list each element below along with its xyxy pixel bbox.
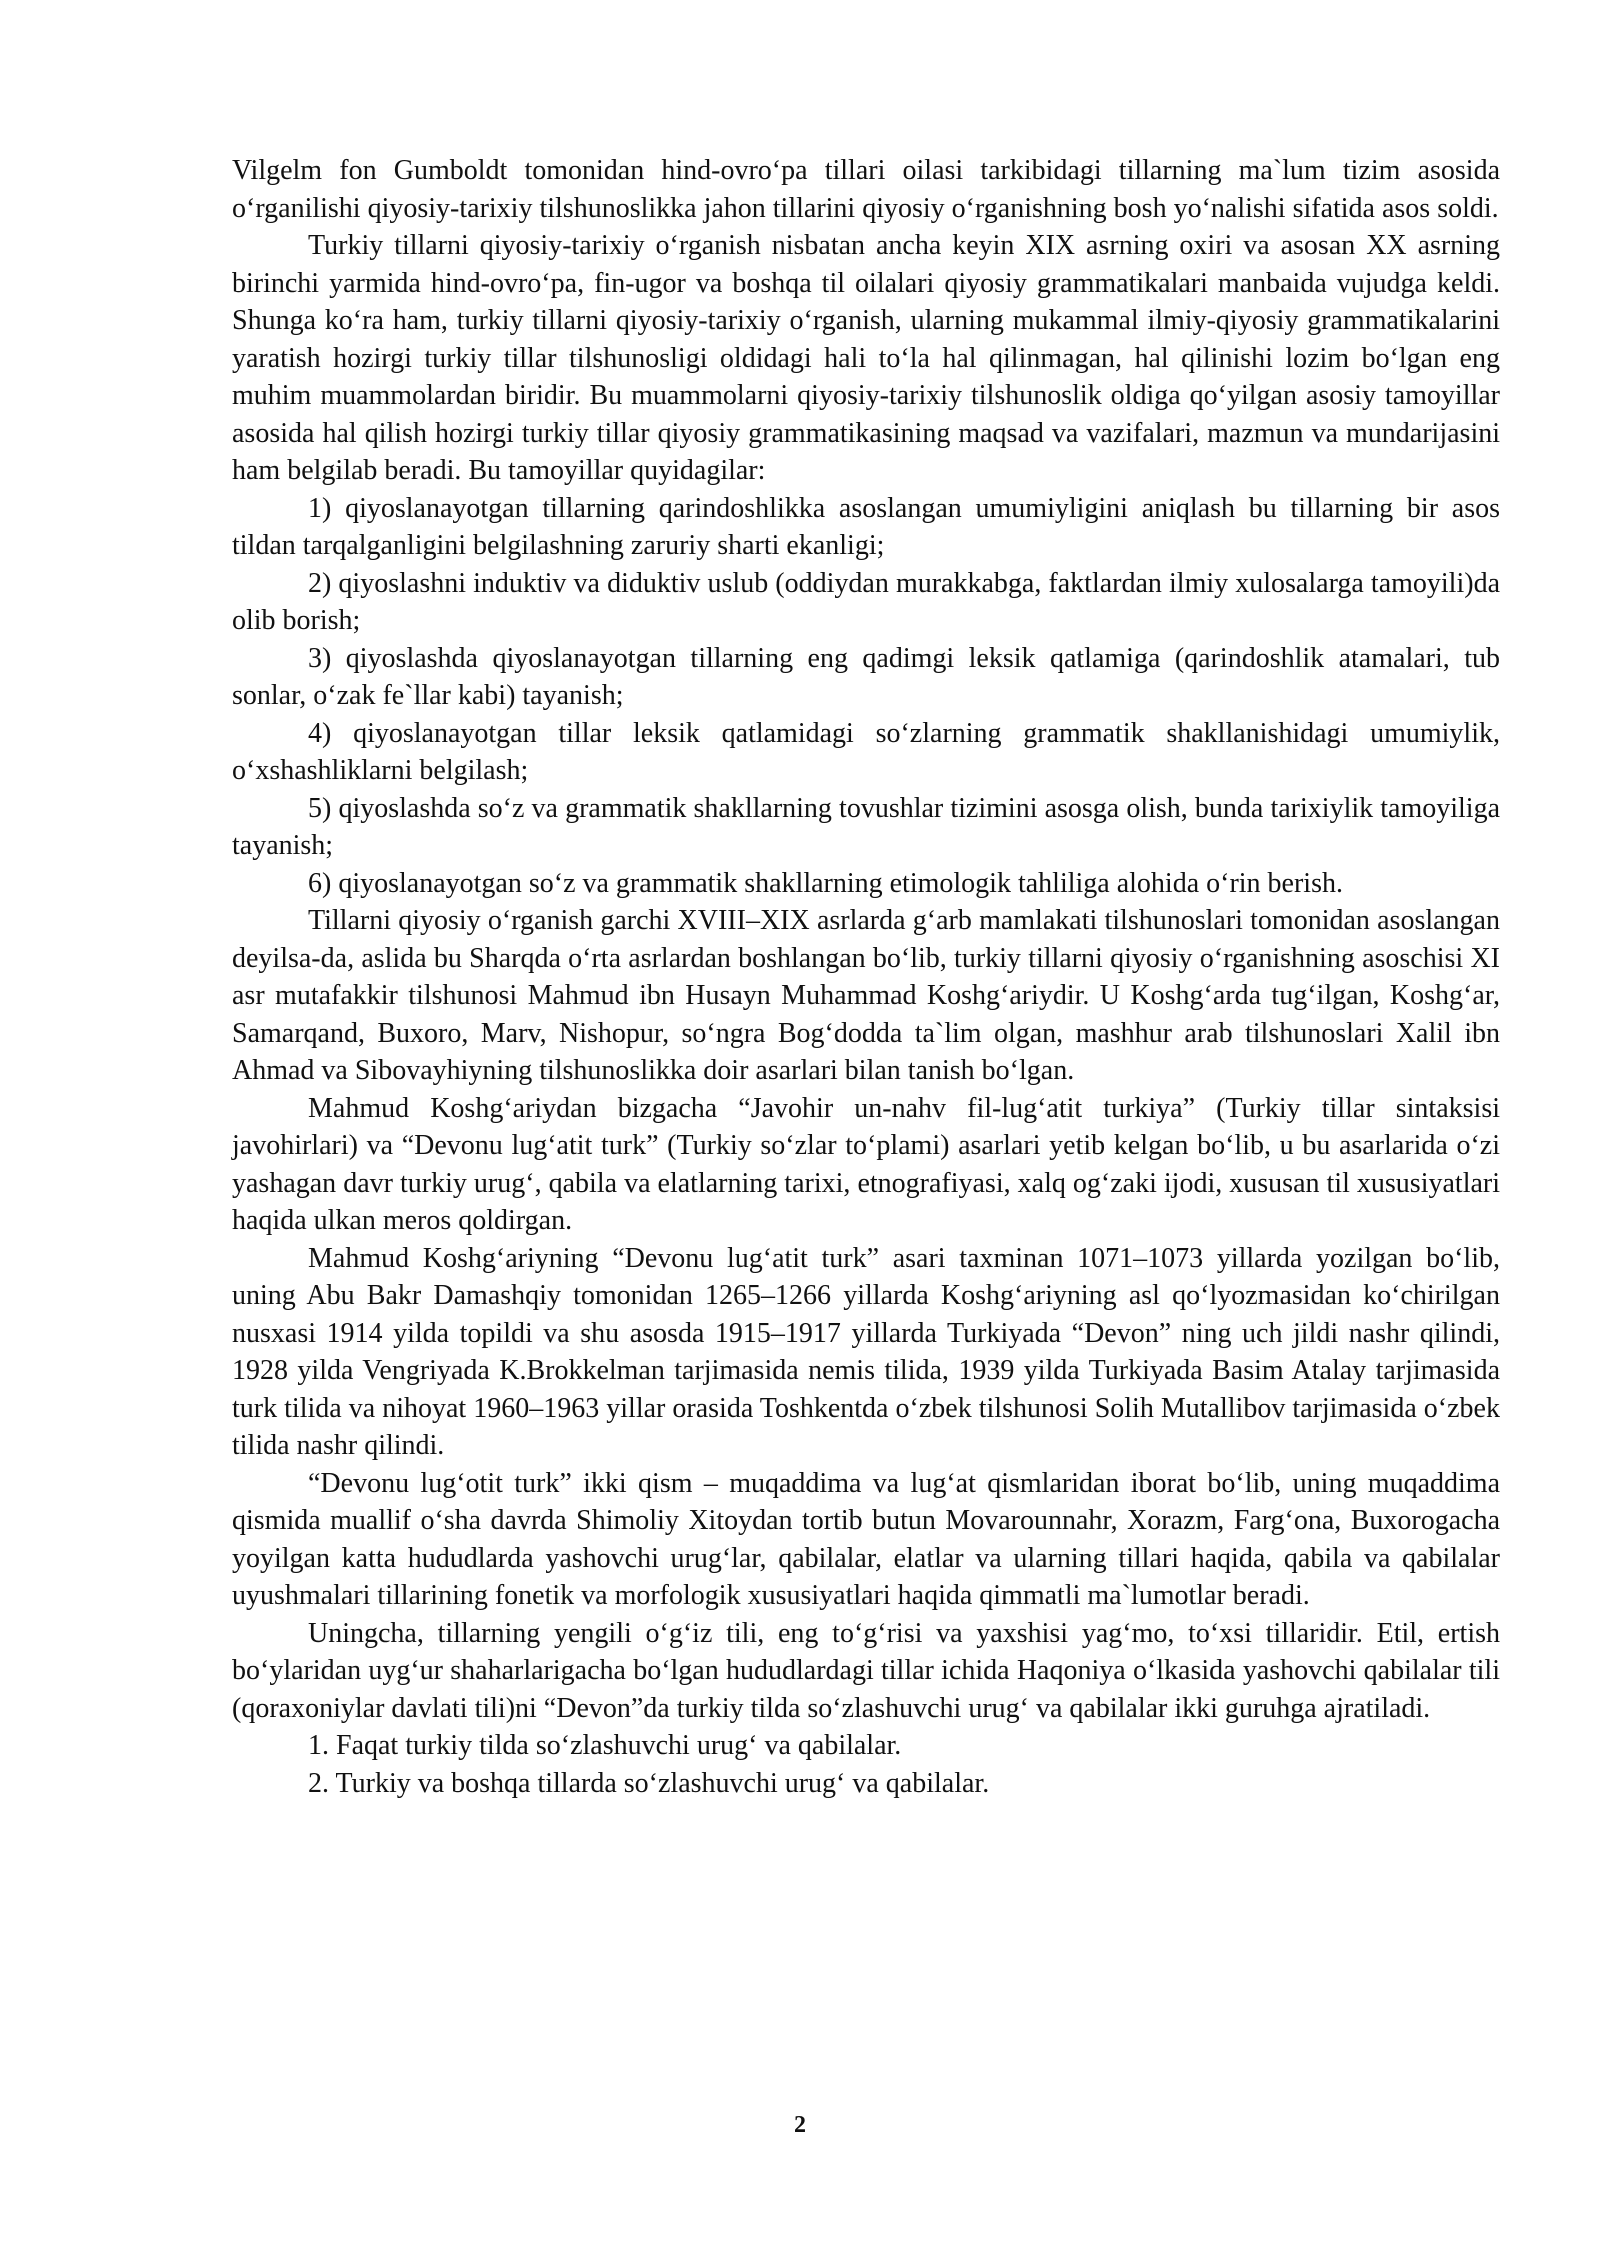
paragraph-7: Uningcha, tillarning yengili o‘g‘iz tili, eng to‘g‘risi va yaxshisi yag‘mo, to‘xsi tillaridir. Etil, ertish bo‘ylaridan uyg‘ur shaharlarigacha bo‘lgan hududlardagi tillar ichida Haqoniya o‘lkasida yashovchi qabilalar tili (qoraxoniylar davlati tili)ni “Devon”da turkiy tilda so‘zlashuvchi urug‘ va qabilalar ikki guruhga ajratiladi.: [232, 1617, 1500, 1724]
paragraph-1: Vilgelm fon Gumboldt tomonidan hind-ovro‘pa tillari oilasi tarkibidagi tillarning ma`lum tizim asosida o‘rganilishi qiyosiy-tarixiy tilshunoslikka jahon tillarini qiyosiy o‘rganishning bosh yo‘nalishi sifatida asos soldi.: [232, 155, 1500, 224]
list-item-1: 1) qiyoslanayotgan tillarning qarindoshlikka asoslangan umumiyligini aniqlash bu tillarning bir asos tildan tarqalganligini belgilashning zaruriy sharti ekanligi;: [232, 492, 1500, 561]
paragraph-6: “Devonu lug‘otit turk” ikki qism – muqaddima va lug‘at qismlaridan iborat bo‘lib, uning muqaddima qismida muallif o‘sha davrda Shimoliy Xitoydan tortib butun Movarounnahr, Xorazm, Farg‘ona, Buxorogacha yoyilgan katta hududlarda yashovchi urug‘lar, qabilalar, elatlar va ularning tillari haqida, qabila va qabilalar uyushmalari tillarining fonetik va morfologik xususiyatlari haqida qimmatli ma`lumotlar beradi.: [232, 1467, 1500, 1611]
list-item-5: 5) qiyoslashda so‘z va grammatik shakllarning tovushlar tizimini asosga olish, bunda tarixiylik tamoyiliga tayanish;: [232, 792, 1500, 861]
document-body: [232, 152, 1500, 1802]
numbered-item-2: 2. Turkiy va boshqa tillarda so‘zlashuvchi urug‘ va qabilalar.: [308, 1767, 990, 1799]
list-item-4: 4) qiyoslanayotgan tillar leksik qatlamidagi so‘zlarning grammatik shakllanishidagi umumiylik, o‘xshashliklarni belgilash;: [232, 717, 1500, 786]
page-number: 2: [794, 2112, 806, 2138]
paragraph-3: Tillarni qiyosiy o‘rganish garchi XVIII–XIX asrlarda g‘arb mamlakati tilshunoslari tomonidan asoslangan deyilsa-da, aslida bu Sharqda o‘rta asrlardan boshlangan bo‘lib, turkiy tillarni qiyosiy o‘rganishning asoschisi XI asr mutafakkir tilshunosi Mahmud ibn Husayn Muhammad Koshg‘ariydir. U Koshg‘arda tug‘ilgan, Koshg‘ar, Samarqand, Buxoro, Marv, Nishopur, so‘ngra Bog‘dodda ta`lim olgan, mashhur arab tilshunoslari Xalil ibn Ahmad va Sibovayhiyning tilshunoslikka doir asarlari bilan tanish bo‘lgan.: [232, 905, 1500, 1086]
paragraph-2: Turkiy tillarni qiyosiy-tarixiy o‘rganish nisbatan ancha keyin XIX asrning oxiri va asosan XX asrning birinchi yarmida hind-ovro‘pa, fin-ugor va boshqa til oilalari qiyosiy grammatikalari manbaida vujudga keldi. Shunga ko‘ra ham, turkiy tillarni qiyosiy-tarixiy o‘rganish, ularning mukammal ilmiy-qiyosiy grammatikalarini yaratish hozirgi turkiy tillar tilshunosligi oldidagi hali to‘la hal qilinmagan, hal qilinishi lozim bo‘lgan eng muhim muammolardan biridir. Bu muammolarni qiyosiy-tarixiy tilshunoslik oldiga qo‘yilgan asosiy tamoyillar asosida hal qilish hozirgi turkiy tillar qiyosiy grammatikasining maqsad va vazifalari, mazmun va mundarijasini ham belgilab beradi. Bu tamoyillar quyidagilar:: [232, 230, 1500, 486]
list-item-2: 2) qiyoslashni induktiv va diduktiv uslub (oddiydan murakkabga, faktlardan ilmiy xulosalarga tamoyili)da olib borish;: [232, 567, 1500, 636]
paragraph-5: Mahmud Koshg‘ariyning “Devonu lug‘atit turk” asari taxminan 1071–1073 yillarda yozilgan bo‘lib, uning Abu Bakr Damashqiy tomonidan 1265–1266 yillarda Koshg‘ariyning asl qo‘lyozmasidan ko‘chirilgan nusxasi 1914 yilda topildi va shu asosda 1915–1917 yillarda Turkiyada “Devon” ning uch jildi nashr qilindi, 1928 yilda Vengriyada K.Brokkelman tarjimasida nemis tilida, 1939 yilda Turkiyada Basim Atalay tarjimasida turk tilida va nihoyat 1960–1963 yillar orasida Toshkentda o‘zbek tilshunosi Solih Mutallibov tarjimasida o‘zbek tilida nashr qilindi.: [232, 1242, 1500, 1461]
numbered-item-1: 1. Faqat turkiy tilda so‘zlashuvchi urug‘ va qabilalar.: [308, 1730, 902, 1761]
list-item-6: 6) qiyoslanayotgan so‘z va grammatik shakllarning etimologik tahliliga alohida o‘rin berish.: [308, 867, 1343, 899]
paragraph-4: Mahmud Koshg‘ariydan bizgacha “Javohir un-nahv fil-lug‘atit turkiya” (Turkiy tillar sintaksisi javohirlari) va “Devonu lug‘atit turk” (Turkiy so‘zlar to‘plami) asarlari yetib kelgan bo‘lib, u bu asarlarida o‘zi yashagan davr turkiy urug‘, qabila va elatlarning tarixi, etnografiyasi, xalq og‘zaki ijodi, xususan til xususiyatlari haqida ulkan meros qoldirgan.: [232, 1092, 1500, 1236]
list-item-3: 3) qiyoslashda qiyoslanayotgan tillarning eng qadimgi leksik qatlamiga (qarindoshlik atamalari, tub sonlar, o‘zak fe`llar kabi) tayanish;: [232, 642, 1500, 711]
